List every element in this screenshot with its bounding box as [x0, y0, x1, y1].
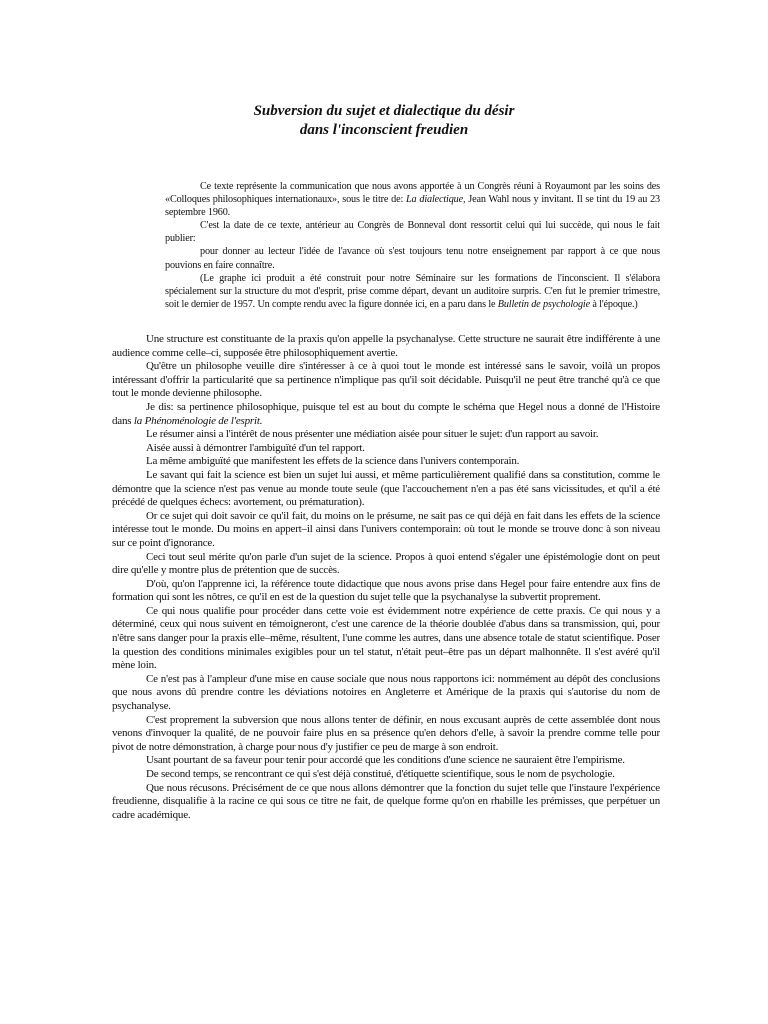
body-paragraph: Ce qui nous qualifie pour procéder dans cette voie est évidemment notre expérience de cette praxis. Ce qui nous y a déterminé, ceux qui nous suivent en témoigneront, c'est une carence de la théorie doublée d'abus dans sa transmission, qui, pour n'être sans danger pour la praxis elle–même, résultent, l'une comme les autres, dans une absence totale de statut scientifique. Poser la question des conditions minimales exigibles pour un tel statut, n'était peut–être pas un départ malhonnête. Il s'est avéré qu'il mène loin.	[112, 604, 660, 672]
body-paragraph: Que nous récusons. Précisément de ce que nous allons démontrer que la fonction du sujet telle que l'instaure l'expérience freudienne, disqualifie à la racine ce qui sous ce titre ne fait, de quelque forme qu'on en rhabille les prémisses, que perpétuer un cadre académique.	[112, 781, 660, 821]
body-paragraph: C'est proprement la subversion que nous allons tenter de définir, en nous excusant auprès de cette assemblée dont nous venons d'invoquer la qualité, de ne pouvoir faire plus en sa présence qu'en dehors d'elle, à savoir la prendre comme telle pour pivot de notre démonstration, à charge pour nous d'y justifier ce peu de marge à son endroit.	[112, 713, 660, 753]
body-paragraph: Ceci tout seul mérite qu'on parle d'un sujet de la science. Propos à quoi entend s'égaler une épistémologie dont on peut dire qu'elle y montre plus de prétention que de succès.	[112, 550, 660, 577]
body-paragraph: La même ambiguïté que manifestent les effets de la science dans l'univers contemporain.	[146, 455, 520, 468]
intro-text: Jean Wahl nous y invitant. Il se tint du 19 au 23 septembre 1960.	[165, 194, 660, 219]
body-paragraph: De second temps, se rencontrant ce qui s'est déjà constitué, d'étiquette scientifique, sous le nom de psychologie.	[146, 768, 615, 780]
intro-text: à l'époque.)	[589, 298, 638, 310]
intro-text: Ce texte représente la communication que nous avons apportée à un Congrès réuni à Royaumont par les soins des «Colloques philosophiques internationaux», sous le titre de:	[165, 181, 660, 206]
body-paragraph: Qu'être un philosophe veuille dire s'intéresser à ce à quoi tout le monde est intéressé sans le savoir, voilà un propos intéressant d'offrir la particularité que sa pertinence n'implique pas qu'il soit décidable. Puisqu'il ne peut être tranché qu'à ce que tout le monde devienne philosophe.	[112, 360, 660, 400]
body-paragraph: Le résumer ainsi a l'intérêt de nous présenter une médiation aisée pour situer le sujet: d'un rapport au savoir.	[146, 428, 599, 441]
intro-paragraph	[165, 272, 660, 311]
body-paragraph: Une structure est constituante de la praxis qu'on appelle la psychanalyse. Cette structure ne saurait être indifférente à une audience comme celle–ci, supposée être philosophiquement avertie.	[112, 333, 660, 359]
body-paragraph: Ce n'est pas à l'ampleur d'une mise en cause sociale que nous nous rapportons ici: nommément au dépôt des conclusions que nous avons dû prendre contre les déviations notoires en Angleterre et Amérique de la praxis qui s'autorise du nom de psychanalyse.	[112, 672, 660, 713]
body-paragraph: Le savant qui fait la science est bien un sujet lui aussi, et même particulièrement qualifié dans sa constitution, comme le démontre que la science n'est pas venue au monde toute seule (que l'accouchement n'en a pas été sans vicissitudes, et qu'il a été précédé de quelques échecs: avortement, ou prématuration).	[112, 468, 660, 509]
intro-paragraph: C'est la date de ce texte, antérieur au Congrès de Bonneval dont ressortit celui qui lui succède, qui nous le fait publier:	[165, 220, 660, 245]
body-paragraph: Aisée aussi à démontrer l'ambiguïté d'un tel rapport.	[146, 441, 365, 454]
body-paragraph: Or ce sujet qui doit savoir ce qu'il fait, du moins on le présume, ne sait pas ce qui déjà en fait dans les effets de la science intéresse tout le monde. Du moins en appert–il ainsi dans l'univers contemporain: où tout le monde se trouve donc à son niveau sur ce point d'ignorance.	[112, 509, 660, 549]
document-title-line-1: Subversion du sujet et dialectique du désir	[253, 103, 515, 119]
intro-italic-text: Bulletin de psychologie	[497, 298, 590, 310]
body-italic-text: la Phénoménologie de l'esprit.	[133, 414, 263, 427]
intro-paragraph: pour donner au lecteur l'idée de l'avance où s'est toujours tenu notre enseignement par rapport à ce que nous pouvions en faire connaître.	[165, 246, 660, 271]
body-paragraph: D'où, qu'on l'apprenne ici, la référence toute didactique que nous avons prise dans Hegel pour faire entendre aux fins de formation qui sont les nôtres, ce qu'il en est de la question du sujet telle que la psychanalyse la subvertit proprement.	[112, 577, 660, 604]
intro-text: (Le graphe ici produit a été construit pour notre Séminaire sur les formations de l'inconscient. Il s'élabora spécialement sur la structure du mot d'esprit, prise comme départ, devant un auditoire surpris. C'en fut le premier trimestre, soit le dernier de 1957. Un compte rendu avec la figure donnée ici, en a paru dans le	[165, 272, 660, 310]
document-title-line-2: dans l'inconscient freudien	[299, 122, 469, 138]
body-paragraph: Usant pourtant de sa faveur pour tenir pour accordé que les conditions d'une science ne sauraient être l'empirisme.	[146, 754, 625, 767]
intro-note	[165, 180, 660, 311]
body-text	[112, 333, 660, 822]
body-text-span: Je dis: sa pertinence philosophique, puisque tel est au bout du compte le schéma que Hegel nous a donné de l'Histoire dans	[112, 400, 660, 427]
intro-italic-text: La dialectique,	[406, 194, 466, 206]
body-paragraph	[112, 401, 660, 428]
intro-paragraph	[165, 180, 660, 219]
